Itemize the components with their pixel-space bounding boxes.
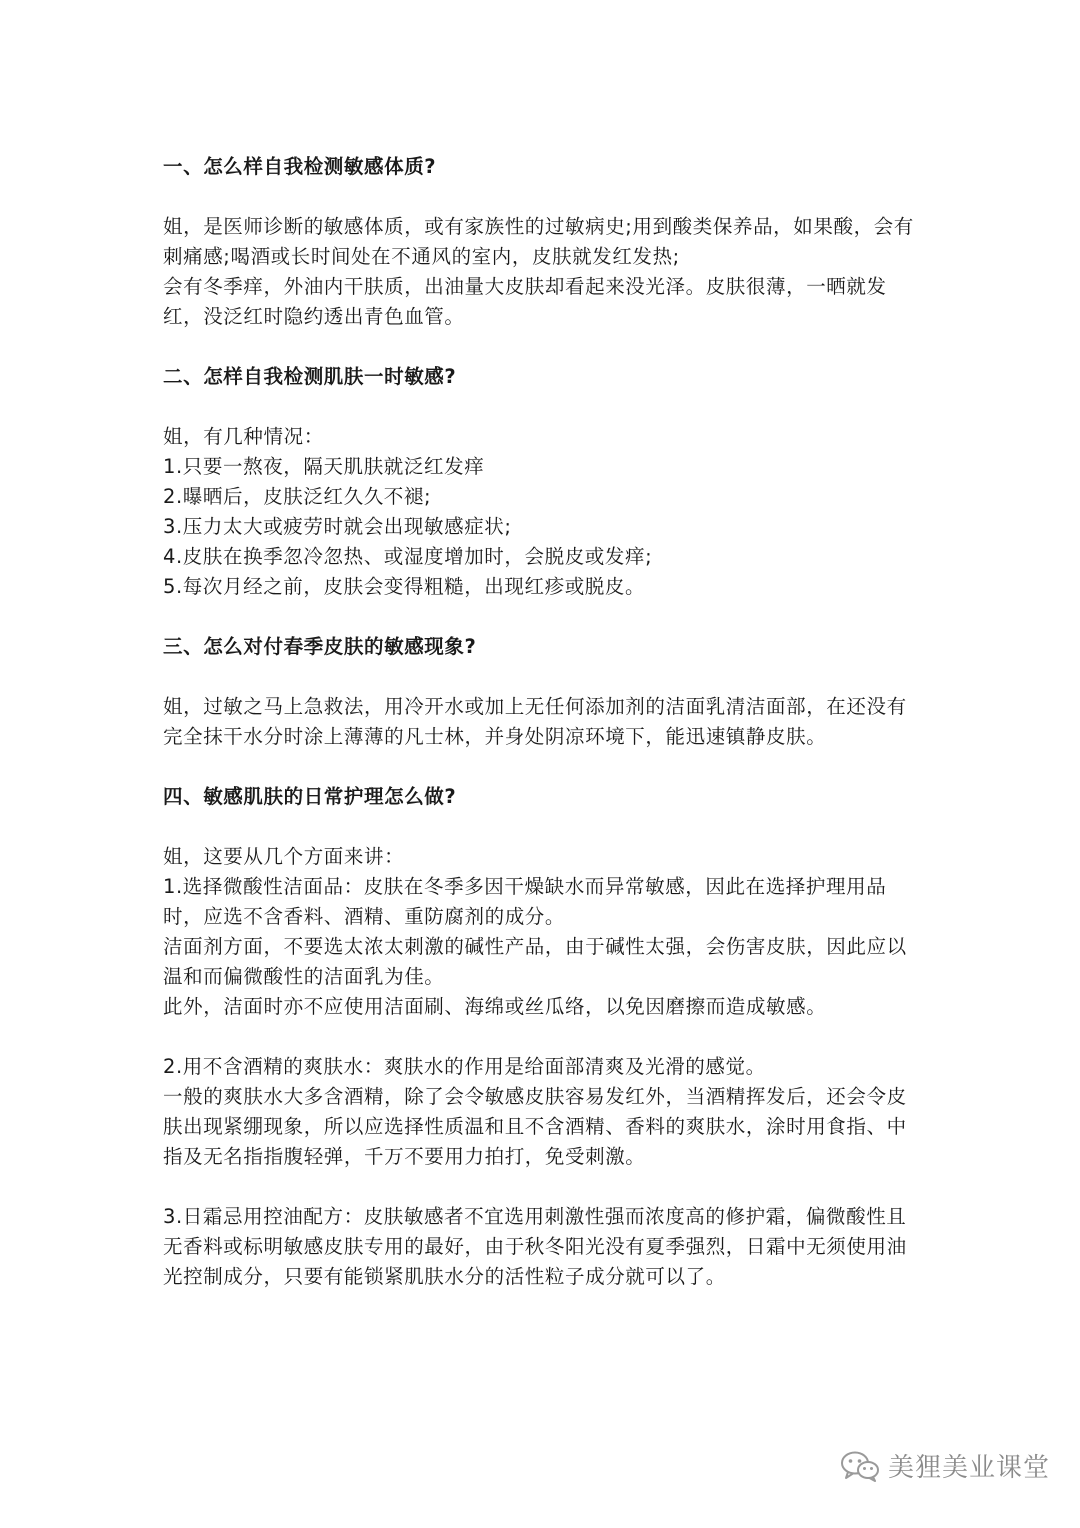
list-item: 4.皮肤在换季忽冷忽热、或湿度增加时，会脱皮或发痒; <box>163 545 653 568</box>
list-item: 1.只要一熬夜，隔天肌肤就泛红发痒 <box>163 455 485 478</box>
document-body <box>163 152 923 1292</box>
paragraph: 姐，过敏之马上急救法，用冷开水或加上无任何添加剂的洁面乳清洁面部，在还没有完全抹干水分时涂上薄薄的凡士林，并身处阴凉环境下，能迅速镇静皮肤。 <box>163 695 907 748</box>
paragraph: 2.用不含酒精的爽肤水：爽肤水的作用是给面部清爽及光滑的感觉。 <box>163 1055 766 1078</box>
section-2 <box>163 362 923 602</box>
paragraph: 一般的爽肤水大多含酒精，除了会令敏感皮肤容易发红外，当酒精挥发后，还会令皮肤出现紧绷现象，所以应选择性质温和且不含酒精、香料的爽肤水，涂时用食指、中指及无名指指腹轻弹，千万不要用力拍打，免受刺激。 <box>163 1085 907 1168</box>
paragraph: 1.选择微酸性洁面品：皮肤在冬季多因干燥缺水而异常敏感，因此在选择护理用品时，应选不含香料、酒精、重防腐剂的成分。 <box>163 875 887 928</box>
wechat-icon <box>840 1450 880 1482</box>
paragraph: 姐，有几种情况： <box>163 425 324 448</box>
paragraph: 姐，是医师诊断的敏感体质，或有家族性的过敏病史;用到酸类保养品，如果酸，会有刺痛感;喝酒或长时间处在不通风的室内，皮肤就发红发热; <box>163 215 914 268</box>
paragraph: 姐，这要从几个方面来讲： <box>163 845 405 868</box>
section-4 <box>163 782 923 1292</box>
paragraph: 会有冬季痒，外油内干肤质，出油量大皮肤却看起来没光泽。皮肤很薄，一晒就发红，没泛红时隐约透出青色血管。 <box>163 275 887 328</box>
section-3 <box>163 632 923 752</box>
section-heading: 四、敏感肌肤的日常护理怎么做? <box>163 785 457 808</box>
section-1 <box>163 152 923 332</box>
section-heading: 二、怎样自我检测肌肤一时敏感? <box>163 365 457 388</box>
list-item: 3.压力太大或疲劳时就会出现敏感症状; <box>163 515 512 538</box>
list-item: 2.曝晒后，皮肤泛红久久不褪; <box>163 485 432 508</box>
paragraph: 洁面剂方面，不要选太浓太刺激的碱性产品，由于碱性太强，会伤害皮肤，因此应以温和而偏微酸性的洁面乳为佳。 <box>163 935 907 988</box>
watermark <box>840 1447 1050 1484</box>
watermark-text: 美狸美业课堂 <box>887 1453 1050 1483</box>
list-item: 5.每次月经之前，皮肤会变得粗糙，出现红疹或脱皮。 <box>163 575 646 598</box>
section-heading: 一、怎么样自我检测敏感体质? <box>163 155 437 178</box>
section-heading: 三、怎么对付春季皮肤的敏感现象? <box>163 635 477 658</box>
paragraph: 3.日霜忌用控油配方：皮肤敏感者不宜选用刺激性强而浓度高的修护霜，偏微酸性且无香料或标明敏感皮肤专用的最好，由于秋冬阳光没有夏季强烈，日霜中无须使用油光控制成分，只要有能锁紧肌肤水分的活性粒子成分就可以了。 <box>163 1205 907 1288</box>
paragraph: 此外，洁面时亦不应使用洁面刷、海绵或丝瓜络，以免因磨擦而造成敏感。 <box>163 995 827 1018</box>
